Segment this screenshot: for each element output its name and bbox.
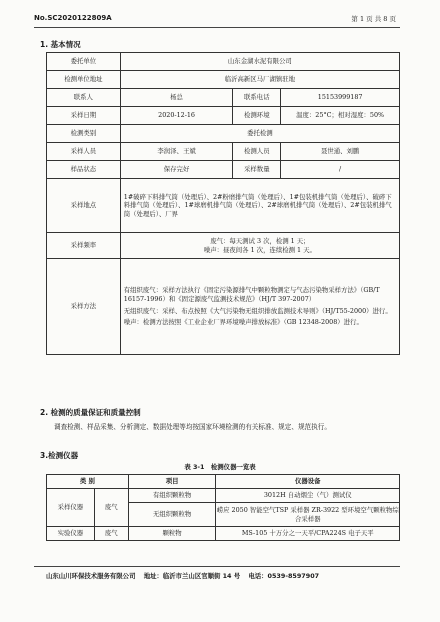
category-sampling: 采样仪器 <box>47 489 95 527</box>
state-label: 样品状态 <box>47 161 121 179</box>
header-item: 项目 <box>128 475 216 489</box>
table-caption: 表 3-1 检测仪器一览表 <box>184 463 256 471</box>
table-row-device: 3012H 自动烟尘（气）测试仪 <box>216 489 400 503</box>
subcategory-gas: 废气 <box>94 527 128 541</box>
sampler-value: 李润泽、王斌 <box>120 143 233 161</box>
table-row-device: 崂应 2050 智能空气TSP 采样器 ZR-3922 型环境空气颗粒物综合采样器 <box>216 503 400 527</box>
footer-company: 山东山川环保技术服务有限公司 <box>46 572 136 580</box>
basic-info-table <box>46 52 400 355</box>
footer-address: 地址：临沂市兰山区官顺街 14 号 <box>143 572 241 580</box>
freq-label: 采样频率 <box>47 233 121 259</box>
client-value: 山东金湖水泥有限公司 <box>120 53 399 71</box>
header-divider <box>34 27 400 28</box>
contact-label: 联系人 <box>47 89 121 107</box>
section-1-title: 1. 基本情况 <box>40 40 81 49</box>
phone-value: 15153999187 <box>281 89 400 107</box>
section-2-title: 2. 检测的质量保证和质量控制 <box>40 408 141 417</box>
contact-value: 杨总 <box>120 89 233 107</box>
state-value: 保存完好 <box>120 161 233 179</box>
method-unorganized: 无组织废气：采样、布点按照《大气污染物无组织排放监测技术导则》（HJ/T55-2000）进行。 <box>123 306 392 315</box>
page-info: 第 1 页 共 8 页 <box>351 15 396 23</box>
qty-label: 采样数量 <box>233 161 281 179</box>
location-label: 采样地点 <box>47 179 121 233</box>
type-label: 检测类别 <box>47 125 121 143</box>
date-label: 采样日期 <box>47 107 121 125</box>
tester-value: 聂世通、刘鹏 <box>281 143 400 161</box>
method-noise: 噪声：检测方法按照《工业企业厂界环境噪声排放标准》（GB 12348-2008）进行。 <box>123 318 363 327</box>
report-number: No.SC2020122809A <box>34 14 112 22</box>
table-row-item: 颗粒物 <box>128 527 216 541</box>
method-organized: 有组织废气：采样方法执行《固定污染源排气中颗粒物测定与气态污染物采样方法》（GB/T 16157-1996）和《固定源废气监测技术规范》（HJ/T 397-2007） <box>123 286 380 303</box>
phone-label: 联系电话 <box>233 89 281 107</box>
env-value: 温度：25°C；相对湿度：50% <box>281 107 400 125</box>
footer-phone: 电话：0539-8597907 <box>248 572 320 580</box>
category-lab: 实验仪器 <box>47 527 95 541</box>
client-label: 委托单位 <box>47 53 121 71</box>
instrument-table <box>46 474 400 541</box>
type-value: 委托检测 <box>120 125 399 143</box>
site-value: 临沂高新区马厂湖镇驻地 <box>120 71 399 89</box>
table-row-item: 无组织颗粒物 <box>128 503 216 527</box>
table-row-device: MS-105 十万分之一天平/CPA224S 电子天平 <box>216 527 400 541</box>
section-2-text: 调查检测、样品采集、分析测定、数据处理等均按国家环境检测的有关标准、规定、规范执行。 <box>54 423 331 431</box>
freq-value-gas: 废气：每天测试 3 次，检测 1 天； <box>210 236 310 245</box>
freq-value-noise: 噪声：昼夜间各 1 次，连续检测 1 天。 <box>203 245 316 254</box>
method-label: 采样方法 <box>47 259 121 355</box>
location-value: 1#破碎下料排气筒（处理后）、2#粉磨排气筒（处理后）、1#包装机排气筒（处理后）、破碎下料排气筒（处理后）、1#球磨机排气筒（处理后）、2#球磨机排气筒（处理后）、2#包装机排气筒（处理后）、厂界 <box>120 179 399 233</box>
section-3-title: 3.检测仪器 <box>40 451 79 460</box>
env-label: 检测环境 <box>233 107 281 125</box>
header-device: 仪器设备 <box>216 475 400 489</box>
site-label: 检测单位地址 <box>47 71 121 89</box>
table-row-item: 有组织颗粒物 <box>128 489 216 503</box>
qty-value: / <box>281 161 400 179</box>
freq-value <box>120 233 399 259</box>
footer-divider <box>34 566 400 567</box>
sampler-label: 采样人员 <box>47 143 121 161</box>
date-value: 2020-12-16 <box>120 107 233 125</box>
tester-label: 检测人员 <box>233 143 281 161</box>
header-category: 类 别 <box>47 475 129 489</box>
subcategory-gas: 废气 <box>94 489 128 527</box>
method-value <box>120 259 399 355</box>
footer <box>46 571 325 580</box>
